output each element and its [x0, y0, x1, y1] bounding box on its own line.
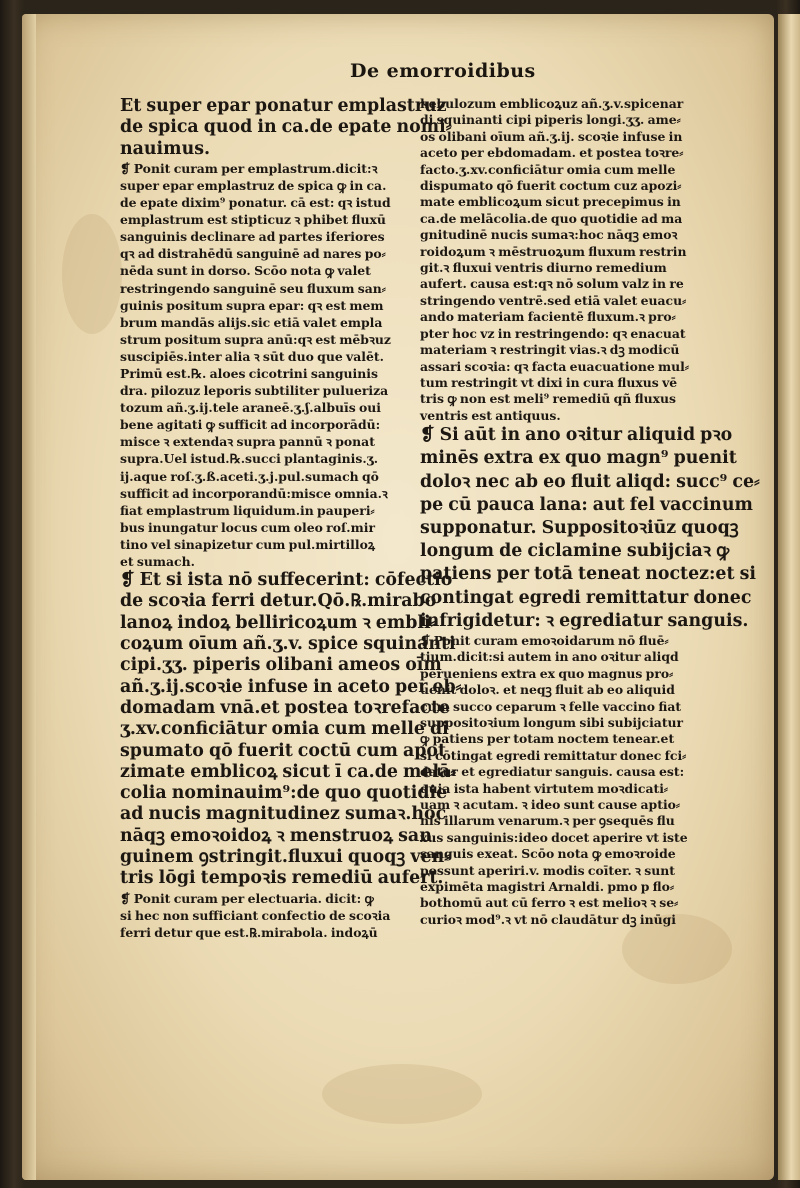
text-line: bene agitati ꝙ sufficit ad incorporādū:	[120, 417, 381, 433]
text-line: super epar emplastruz de spica ꝙ in ca.	[120, 177, 387, 193]
next-page-edge	[778, 14, 800, 1180]
text-line: guinem ꝯstringit.fluxui quoqꝫ ven⸗	[120, 847, 450, 867]
text-line: domadam vnā.et postea toꝛrefacte	[120, 697, 451, 718]
text-line: infrigidetur: ꝛ egrediatur sanguis.	[420, 610, 749, 631]
text-line: ❡ Ponit curam emoꝛoidarum nō fluē⸗	[420, 632, 669, 648]
text-line: ij.aque roſ.ʒ.ß.aceti.ʒ.j.pul.sumach qō	[120, 468, 379, 484]
text-line: spumato qō fuerit coctū cum apot	[120, 740, 447, 761]
text-line: ❡ Ponit curam per electuaria. dicit: ꝙ	[120, 890, 374, 906]
text-line: longum de ciclamine subijciaꝛ ꝙ	[420, 541, 730, 562]
text-line: facto.ʒ.xv.conficiātur omia cum melle	[420, 161, 676, 177]
text-line: expimēta magistri Arnaldi. pmo p flo⸗	[420, 879, 675, 895]
text-line: uam ꝛ acutam. ꝛ ideo sunt cause aptio⸗	[420, 797, 681, 813]
text-line: añ.ʒ.ij.scoꝛie infuse in aceto per eb⸗	[120, 676, 462, 697]
text-line: emplastrum est stipticuz ꝛ phibet fluxū	[120, 212, 386, 228]
paper-stain	[62, 214, 122, 334]
text-line: roidoꝝum ꝛ mēstruoꝝum fluxum restrin	[420, 243, 687, 259]
text-line: sanguis exeat. Scōo nota ꝙ emoꝛroide	[420, 846, 676, 862]
text-line: sufficit ad incorporandū:misce omnia.ꝛ	[120, 485, 388, 501]
text-line: cipi.ʒʒ. piperis olibani ameos oīm	[120, 655, 442, 676]
text-line: zimate emblicoꝝ sicut ī ca.de melā⸗	[120, 761, 457, 782]
text-line: kebulozum emblicoꝝuz añ.ʒ.v.spicenar	[420, 96, 684, 111]
text-line: et sumach.	[120, 554, 195, 570]
text-line: os olibani oīum añ.ʒ.ij. scoꝛie infuse in	[420, 128, 683, 144]
running-header: De emorroidibus	[350, 60, 536, 82]
text-line: de scoꝛia ferri detur.Qō.℞.mirabo	[120, 591, 437, 612]
text-line: ferri detur que est.℞.mirabola. indoꝝū	[120, 924, 378, 940]
text-line: dispumato qō fuerit coctum cuz apozi⸗	[420, 178, 682, 194]
text-line: cum succo ceparum ꝛ felle vaccino fiat	[420, 698, 682, 714]
text-line: git.ꝛ fluxui ventris diurno remedium	[420, 260, 667, 276]
text-line: uenit doloꝛ. et neqꝫ fluit ab eo aliquid	[420, 682, 675, 698]
text-line: doloꝛ nec ab eo fluit aliqd: succ⁹ ce⸗	[420, 471, 760, 492]
text-line: Et super epar ponatur emplastruz	[120, 96, 447, 116]
text-line: patiens per totā teneat noctez:et si	[420, 564, 756, 585]
text-line: lanoꝝ indoꝝ belliricoꝝum ꝛ embli⸗	[120, 612, 437, 633]
text-line: fiat emplastrum liquidum.in pauperi⸗	[120, 502, 375, 518]
text-line: suppositoꝛium longum sibi subijciatur	[420, 714, 684, 730]
text-line: supra.Uel istud.℞.succi plantaginis.ʒ.	[120, 451, 379, 467]
text-line: sanguinis declinare ad partes iferiores	[120, 229, 385, 245]
text-line: nēda sunt in dorso. Scōo nota ꝙ valet	[120, 263, 371, 279]
text-line: nis illarum venarum.ꝛ per ꝯsequēs flu	[420, 813, 675, 829]
left-text-column	[120, 96, 462, 941]
text-line: datur et egrediatur sanguis. causa est:	[420, 764, 685, 780]
text-line: perueniens extra ex quo magnus pro⸗	[420, 665, 674, 681]
text-line: si cōtingat egredi remittatur donec fci⸗	[420, 747, 687, 763]
text-line: tum restringit vt dixi in cura fluxus vē	[420, 374, 678, 390]
text-line: nauimus.	[120, 138, 211, 159]
page-gutter-edge	[22, 14, 36, 1180]
text-line: mate emblicoꝝum sicut precepimus in	[420, 194, 681, 210]
text-line: nāqꝫ emoꝛoidoꝝ ꝛ menstruoꝝ san	[120, 825, 432, 846]
paper-stain	[322, 1064, 482, 1124]
text-line: ando materiam facientē fluxum.ꝛ pro⸗	[420, 309, 676, 325]
text-line: stringendo ventrē.sed etiā valet euacu⸗	[420, 292, 687, 308]
text-line: ❡ Et si ista nō suffecerint: cōfectio	[120, 570, 453, 591]
text-line: de epate dixim⁹ ponatur. cā est: qꝛ istud	[120, 195, 391, 211]
text-line: ❡ Si aūt in ano oꝛitur aliquid pꝛo	[420, 425, 733, 446]
text-line: aufert. causa est:qꝛ nō solum valz in re	[420, 276, 684, 292]
text-line: coꝝum oīum añ.ʒ.v. spice squinanti	[120, 634, 456, 655]
text-line: ventris est antiquus.	[420, 407, 561, 423]
text-line: brum mandās alijs.sic etiā valet empla	[120, 314, 383, 330]
text-line: de spica quod in ca.de epate nomi⸗	[120, 117, 452, 138]
text-line: supponatur. Suppositoꝛiūz quoqꝫ	[420, 517, 739, 538]
text-line: pter hoc vz in restringendo: qꝛ enacuat	[420, 325, 686, 341]
right-text-column	[420, 96, 760, 928]
text-line: si hec non sufficiant confectio de scoꝛia	[120, 907, 391, 923]
text-line: qꝛ ad distrahēdū sanguinē ad nares po⸗	[120, 246, 386, 262]
text-line: xus sanguinis:ideo docet aperire vt iste	[420, 829, 688, 845]
text-line: aceto per ebdomadam. et postea toꝛre⸗	[420, 145, 684, 161]
text-line: restringendo sanguinē seu fluxum san⸗	[120, 280, 386, 296]
text-line: curioꝛ mod⁹.ꝛ vt nō claudātur dꝫ inūgi	[420, 911, 676, 927]
text-line: bothomū aut cū ferro ꝛ est melioꝛ ꝛ se⸗	[420, 895, 679, 911]
text-line: gnitudinē nucis sumaꝛ:hoc nāqꝫ emoꝛ	[420, 227, 678, 243]
text-line: possunt aperiri.v. modis coīter. ꝛ sunt	[420, 862, 675, 878]
text-line: dra. pilozuz leporis subtiliter pulueriza	[120, 383, 389, 399]
text-line: misce ꝛ extendaꝛ supra pannū ꝛ ponat	[120, 434, 375, 450]
text-line: materiam ꝛ restringit vias.ꝛ dꝫ modicū	[420, 342, 680, 358]
text-line: pe cū pauca lana: aut fel vaccinum	[420, 494, 753, 515]
text-line: colia nominauim⁹:de quo quotidie	[120, 783, 448, 804]
text-line: guinis positum supra epar: qꝛ est mem	[120, 297, 384, 313]
text-line: tris ꝙ non est meli⁹ remediū qñ fluxus	[420, 391, 676, 407]
text-line: contingat egredi remittatur donec	[420, 587, 752, 608]
text-line: bus inungatur locus cum oleo roſ.mir	[120, 519, 375, 535]
text-line: Primū est.℞. aloes cicotrini sanguinis	[120, 366, 378, 382]
text-line: quia ista habent virtutem moꝛdicati⸗	[420, 780, 669, 796]
text-line: minēs extra ex quo magn⁹ puenit	[420, 448, 737, 469]
text-line: di squinanti cipi piperis longi.ʒʒ. ame⸗	[420, 112, 681, 128]
text-line: ❡ Ponit curam per emplastrum.dicit:ꝛ	[120, 160, 378, 176]
text-line: assari scoꝛia: qꝛ facta euacuatione mul⸗	[420, 358, 690, 374]
text-line: strum positum supra anū:qꝛ est mēbꝛuz	[120, 331, 391, 347]
text-line: ad nucis magnitudinez sumaꝛ.hoc	[120, 804, 447, 825]
text-line: ʒ.xv.conficiātur omia cum melle di	[120, 719, 449, 740]
text-line: tino vel sinapizetur cum pul.mirtilloꝝ	[120, 536, 375, 552]
text-line: ca.de melācolia.de quo quotidie ad ma	[420, 210, 683, 226]
text-line: tium.dicit:si autem in ano oꝛitur aliqd	[420, 649, 679, 665]
text-line: tris lōgi tempoꝛis remediū aufert.	[120, 868, 444, 889]
text-line: suscipiēs.inter alia ꝛ sūt duo que valēt.	[120, 348, 384, 364]
text-line: ꝙ patiens per totam noctem tenear.et	[420, 731, 675, 747]
text-line: tozum añ.ʒ.ij.tele araneē.ʒ.ʃ.albuīs oui	[120, 400, 381, 416]
